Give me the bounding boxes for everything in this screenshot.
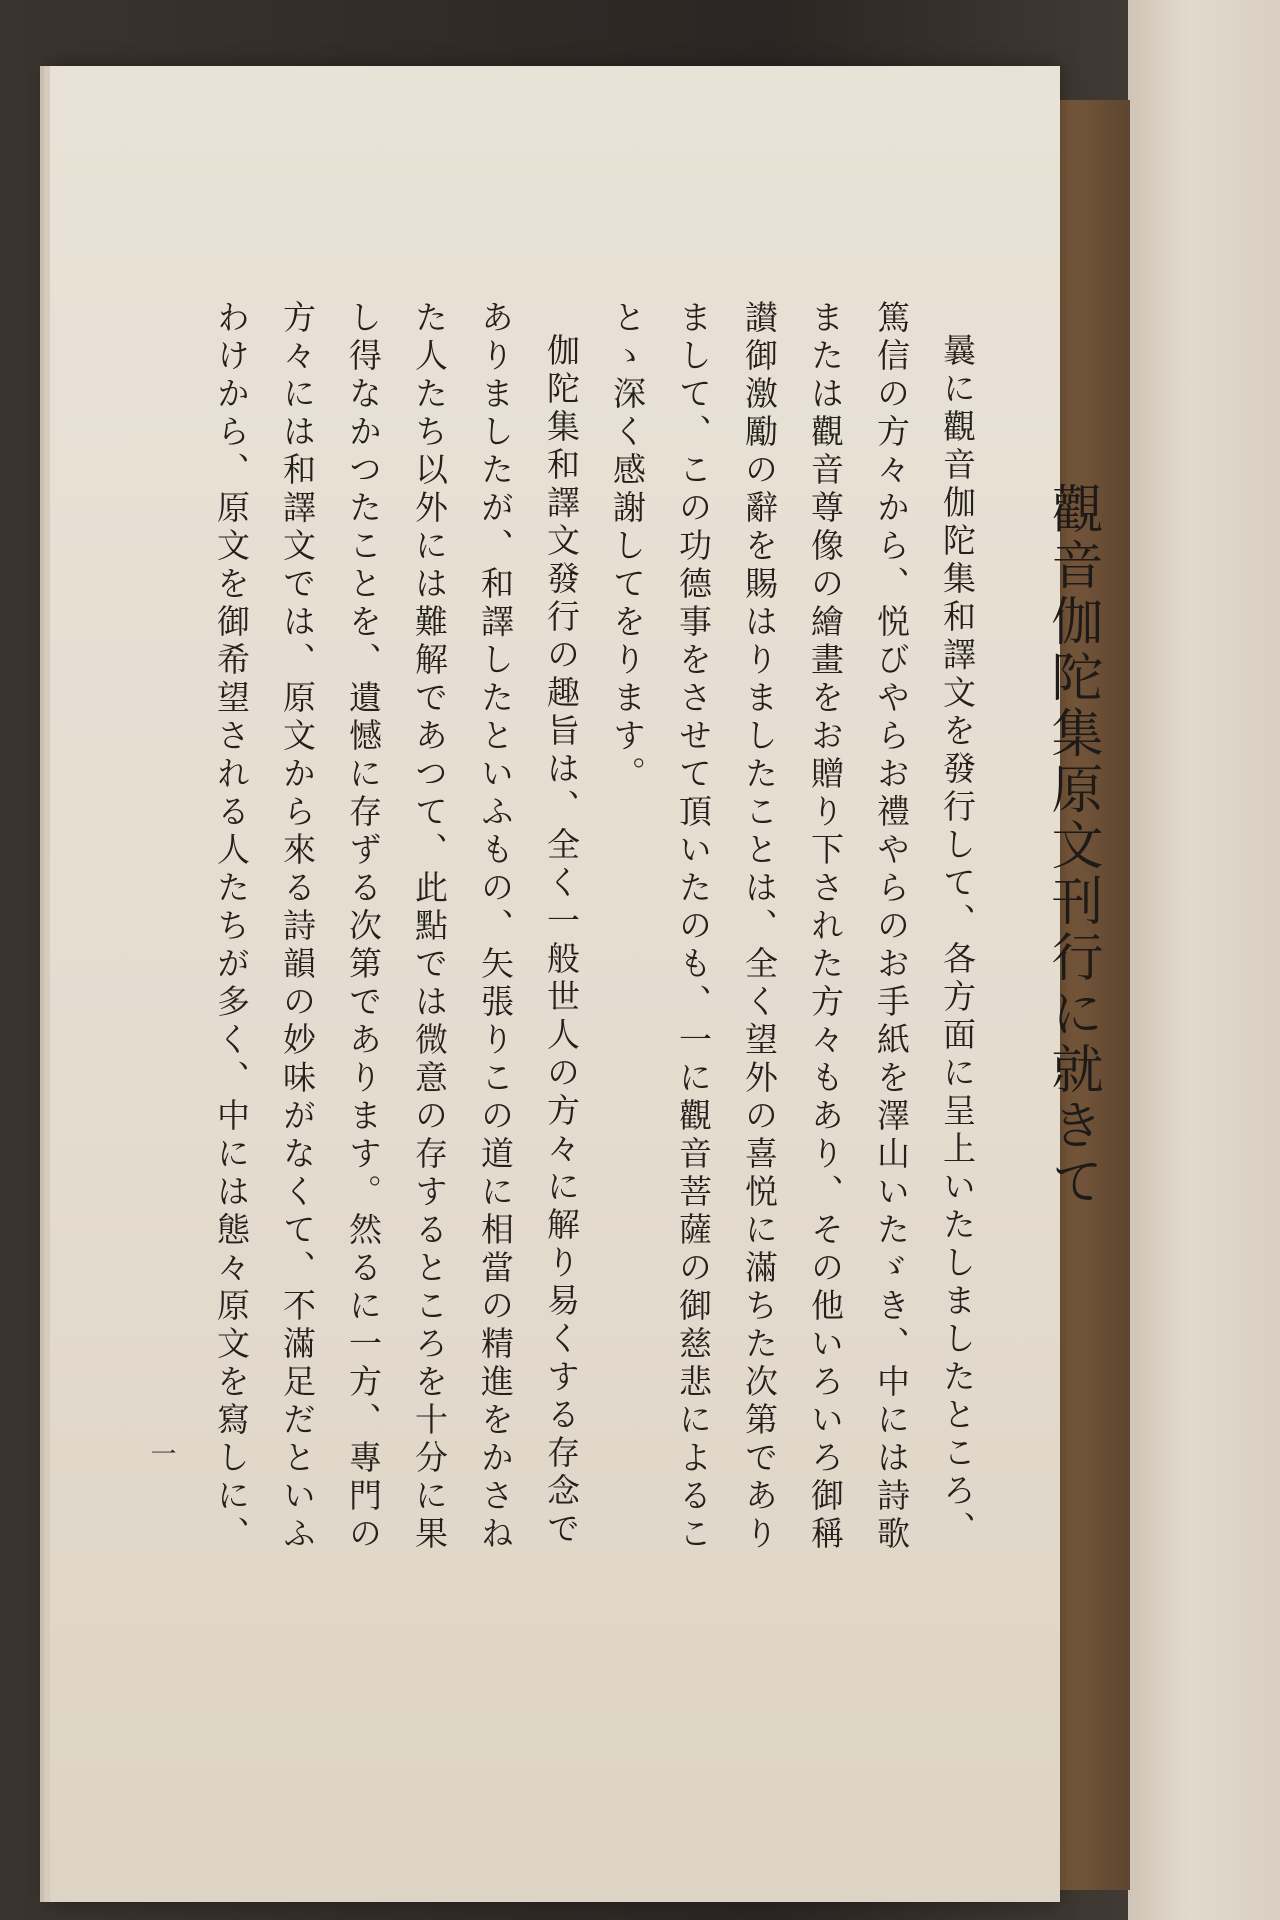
facing-page [1128, 0, 1280, 1920]
body-text [190, 300, 990, 1580]
paragraph-2: 伽陀集和譯文發行の趣旨は、全く一般世人の方々に解り易くする存念でありましたが、和譯したといふもの、矢張りこの道に相當の精進をかさねた人たち以外には難解であつて、此點では微意の存するところを十分に果し得なかつたことを、遺憾に存ずる次第であります。然るに一方、專門の方々には和譯文では、原文から來る詩韻の妙味がなくて、不滿足だといふわけから、原文を御希望される人たちが多く、中には態々原文を寫しに、 [212, 300, 581, 1554]
page-title: 觀音伽陀集原文刊行に就きて [1042, 482, 1102, 1210]
paragraph-1: 曩に觀音伽陀集和譯文を發行して、各方面に呈上いたしましたところ、篤信の方々から、悦びやらお禮やらのお手紙を澤山いたゞき、中には詩歌または觀音尊像の繪畫をお贈り下された方々もあり、その他いろいろ御稱讃御激勵の辭を賜はりましたことは、全く望外の喜悦に滿ちた次第でありまして、この功德事をさせて頂いたのも、一に觀音菩薩の御慈悲によることゝ深く感謝してをります。 [608, 300, 977, 1554]
page-number: 一 [146, 1440, 176, 1466]
